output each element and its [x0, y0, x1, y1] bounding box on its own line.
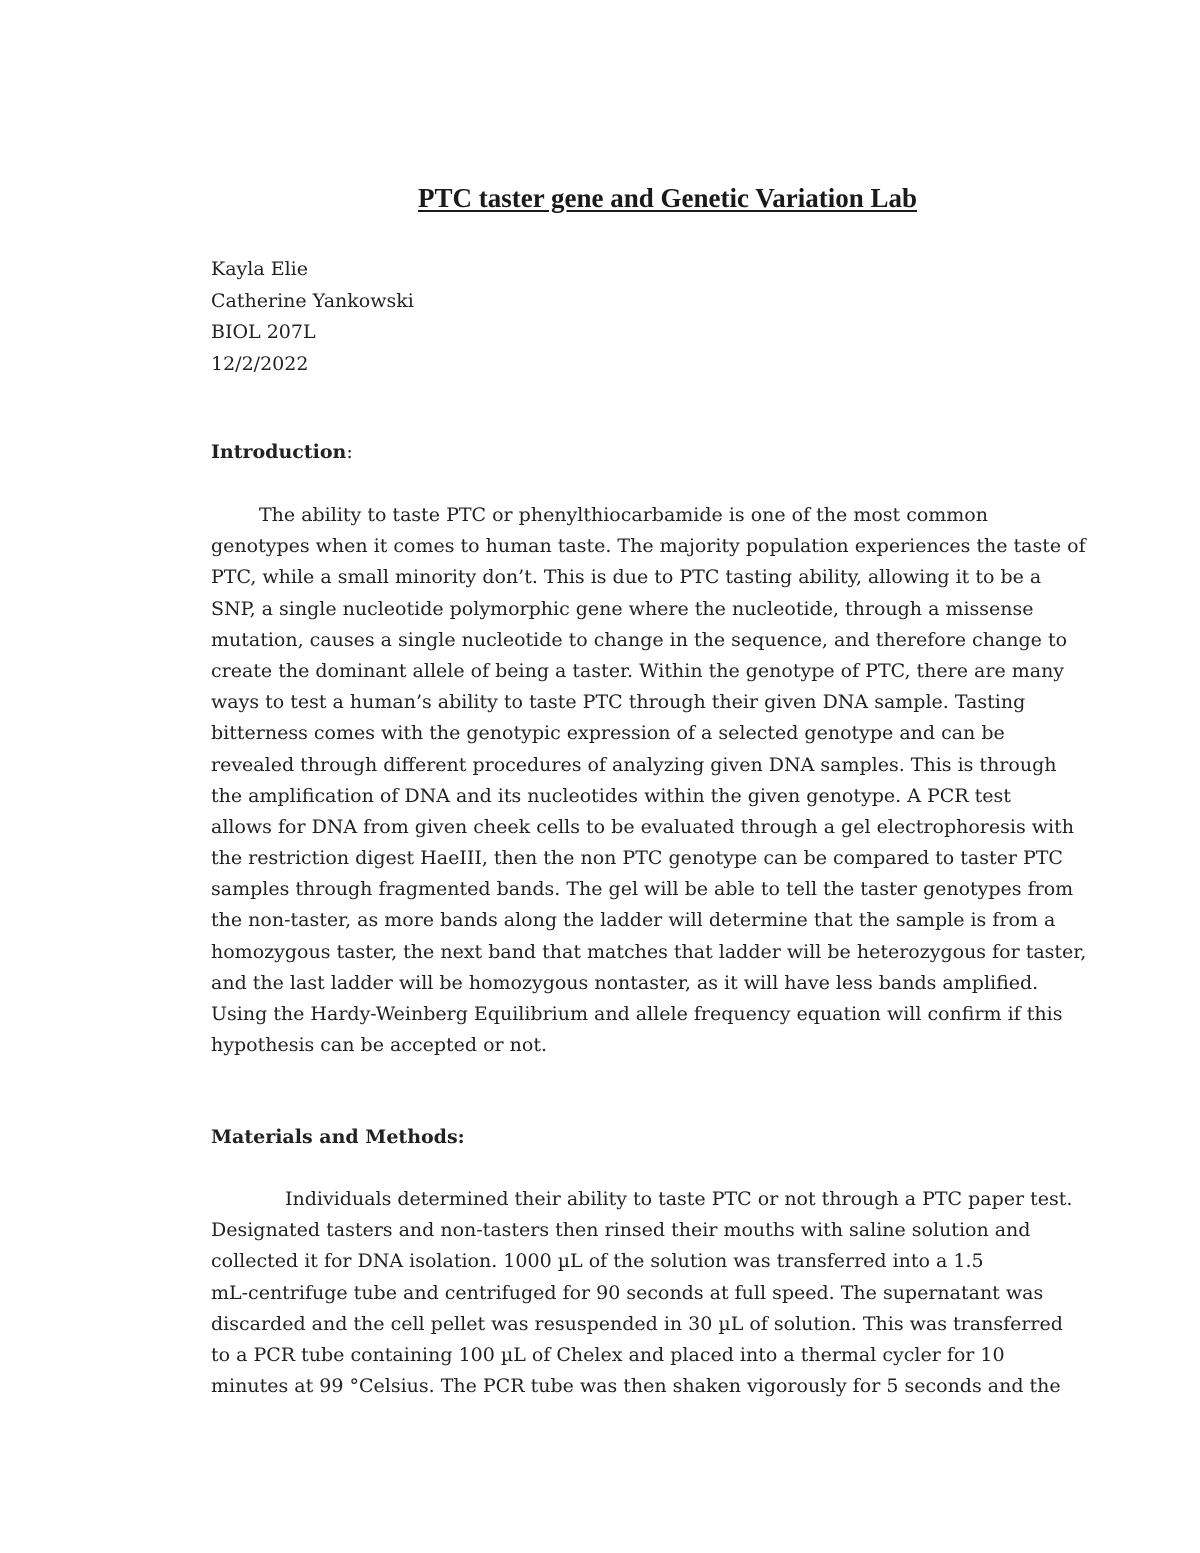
methods-paragraph — [211, 1184, 1071, 1402]
paragraph-line: discarded and the cell pellet was resuspended in 30 µL of solution. This was transferred — [211, 1312, 1063, 1335]
paragraph-line: and the last ladder will be homozygous nontaster, as it will have less bands amplified. — [211, 971, 1039, 994]
paragraph-line: samples through fragmented bands. The gel will be able to tell the taster genotypes from — [211, 878, 1074, 901]
introduction-heading-colon: : — [346, 441, 353, 463]
introduction-heading — [211, 437, 353, 468]
document-date: 12/2/2022 — [211, 352, 309, 375]
paragraph-line: the non-taster, as more bands along the ladder will determine that the sample is from a — [211, 909, 1056, 932]
author-name: Kayla Elie — [211, 258, 308, 280]
paragraph-line: ways to test a human’s ability to taste PTC through their given DNA sample. Tasting — [211, 691, 1026, 714]
author-block — [211, 254, 414, 380]
paragraph-line: Designated tasters and non-tasters then rinsed their mouths with saline solution and — [211, 1219, 1031, 1242]
course-code: BIOL 207L — [211, 321, 316, 343]
paragraph-line: genotypes when it comes to human taste. The majority population experiences the taste of — [211, 535, 1086, 558]
paragraph-line: the amplification of DNA and its nucleotides within the given genotype. A PCR test — [211, 784, 1011, 807]
paragraph-line: The ability to taste PTC or phenylthiocarbamide is one of the most common — [259, 504, 988, 526]
paragraph-line: SNP, a single nucleotide polymorphic gene where the nucleotide, through a missense — [211, 597, 1034, 620]
paragraph-line: the restriction digest HaeIII, then the non PTC genotype can be compared to taster PTC — [211, 847, 1063, 870]
paragraph-line: hypothesis can be accepted or not. — [211, 1034, 548, 1057]
paragraph-line: bitterness comes with the genotypic expression of a selected genotype and can be — [211, 722, 1005, 745]
methods-heading: Materials and Methods: — [211, 1126, 465, 1148]
paragraph-line: revealed through different procedures of analyzing given DNA samples. This is through — [211, 753, 1057, 776]
paragraph-line: Individuals determined their ability to taste PTC or not through a PTC paper test. — [285, 1188, 1073, 1210]
paragraph-line: mutation, causes a single nucleotide to change in the sequence, and therefore change to — [211, 628, 1068, 651]
paragraph-line: Using the Hardy-Weinberg Equilibrium and allele frequency equation will confirm if this — [211, 1003, 1063, 1025]
paragraph-line: PTC, while a small minority don’t. This is due to PTC tasting ability, allowing it to be a — [211, 566, 1042, 589]
paragraph-line: collected it for DNA isolation. 1000 µL of the solution was transferred into a 1.5 — [211, 1250, 984, 1273]
document-title: PTC taster gene and Genetic Variation Lab — [418, 183, 917, 213]
paragraph-line: allows for DNA from given cheek cells to be evaluated through a gel electrophoresis with — [211, 815, 1074, 838]
paragraph-line: mL-centrifuge tube and centrifuged for 90 seconds at full speed. The supernatant was — [211, 1281, 1044, 1304]
paragraph-line: homozygous taster, the next band that matches that ladder will be heterozygous for taster, — [211, 940, 1087, 963]
instructor-name: Catherine Yankowski — [211, 289, 414, 312]
paragraph-line: create the dominant allele of being a taster. Within the genotype of PTC, there are many — [211, 659, 1065, 682]
paragraph-line: minutes at 99 °Celsius. The PCR tube was then shaken vigorously for 5 seconds and the — [211, 1375, 1061, 1398]
introduction-heading-text: Introduction — [211, 441, 347, 463]
paragraph-line: to a PCR tube containing 100 µL of Chelex and placed into a thermal cycler for 10 — [211, 1343, 1005, 1366]
introduction-paragraph — [211, 500, 1087, 1061]
